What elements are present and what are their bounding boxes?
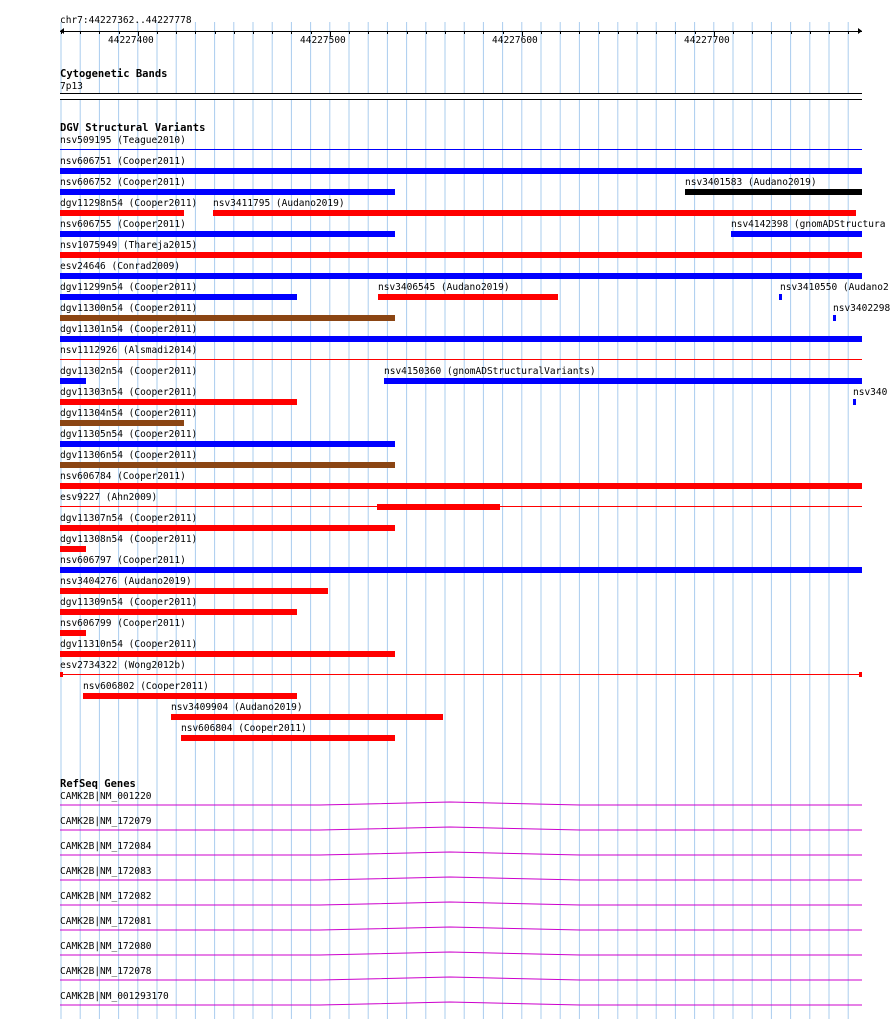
dgv-feature-label[interactable]: dgv11306n54 (Cooper2011) — [60, 450, 198, 461]
refseq-gene-intron-line — [60, 977, 862, 980]
dgv-feature-label[interactable]: nsv509195 (Teague2010) — [60, 135, 186, 146]
dgv-feature-label[interactable]: dgv11310n54 (Cooper2011) — [60, 639, 198, 650]
dgv-feature-label[interactable]: nsv606751 (Cooper2011) — [60, 156, 186, 167]
refseq-gene-intron-line — [60, 1002, 862, 1005]
ruler-tick-label: 44227400 — [108, 35, 154, 46]
ruler-tick-label: 44227500 — [300, 35, 346, 46]
ruler-tick-label: 44227600 — [492, 35, 538, 46]
refseq-gene-label[interactable]: CAMK2B|NM_172079 — [60, 816, 152, 827]
refseq-gene-label[interactable]: CAMK2B|NM_172084 — [60, 841, 152, 852]
refseq-gene-label[interactable]: CAMK2B|NM_172080 — [60, 941, 152, 952]
dgv-feature-label[interactable]: nsv3406545 (Audano2019) — [378, 282, 510, 293]
dgv-feature-label[interactable]: nsv3404276 (Audano2019) — [60, 576, 192, 587]
refseq-gene-label[interactable]: CAMK2B|NM_172078 — [60, 966, 152, 977]
refseq-gene-intron-line — [60, 927, 862, 930]
dgv-feature-label[interactable]: dgv11303n54 (Cooper2011) — [60, 387, 198, 398]
refseq-gene-intron-line — [60, 877, 862, 880]
dgv-feature-label[interactable]: nsv1112926 (Alsmadi2014) — [60, 345, 198, 356]
refseq-gene-intron-line — [60, 902, 862, 905]
dgv-feature-label[interactable]: esv2734322 (Wong2012b) — [60, 660, 186, 671]
dgv-feature-label[interactable]: dgv11301n54 (Cooper2011) — [60, 324, 198, 335]
refseq-gene-label[interactable]: CAMK2B|NM_172083 — [60, 866, 152, 877]
dgv-feature-label[interactable]: nsv606802 (Cooper2011) — [83, 681, 209, 692]
ruler-location: chr7:44227362..44227778 — [60, 15, 192, 26]
refseq-gene-intron-line — [60, 802, 862, 805]
dgv-feature-label[interactable]: nsv3410550 (Audano2 — [780, 282, 889, 293]
dgv-feature-label[interactable]: nsv606755 (Cooper2011) — [60, 219, 186, 230]
dgv-feature-label[interactable]: nsv606752 (Cooper2011) — [60, 177, 186, 188]
dgv-feature-label[interactable]: esv24646 (Conrad2009) — [60, 261, 181, 272]
dgv-feature-label[interactable]: nsv3411795 (Audano2019) — [213, 198, 345, 209]
dgv-feature-label[interactable]: nsv1075949 (Thareja2015) — [60, 240, 198, 251]
dgv-feature-label[interactable]: dgv11302n54 (Cooper2011) — [60, 366, 198, 377]
dgv-feature-label[interactable]: dgv11299n54 (Cooper2011) — [60, 282, 198, 293]
dgv-feature-label[interactable]: nsv606804 (Cooper2011) — [181, 723, 307, 734]
dgv-track-title[interactable]: DGV Structural Variants — [60, 122, 206, 134]
dgv-feature-label[interactable]: dgv11298n54 (Cooper2011) — [60, 198, 198, 209]
dgv-feature-label[interactable]: nsv3401583 (Audano2019) — [685, 177, 817, 188]
cytoband-label: 7p13 — [60, 81, 83, 92]
cytoband-track-title[interactable]: Cytogenetic Bands — [60, 68, 168, 80]
dgv-feature-label[interactable]: nsv606784 (Cooper2011) — [60, 471, 186, 482]
dgv-feature-label[interactable]: nsv606797 (Cooper2011) — [60, 555, 186, 566]
dgv-feature-label[interactable]: nsv3402298 — [833, 303, 890, 314]
dgv-feature-label[interactable]: dgv11300n54 (Cooper2011) — [60, 303, 198, 314]
dgv-feature-label[interactable]: esv9227 (Ahn2009) — [60, 492, 158, 503]
dgv-feature-label[interactable]: nsv3409904 (Audano2019) — [171, 702, 303, 713]
refseq-gene-intron-line — [60, 827, 862, 830]
refseq-gene-intron-line — [60, 852, 862, 855]
dgv-feature-label[interactable]: nsv606799 (Cooper2011) — [60, 618, 186, 629]
dgv-feature-label[interactable]: dgv11305n54 (Cooper2011) — [60, 429, 198, 440]
dgv-feature-label[interactable]: nsv4142398 (gnomADStructura — [731, 219, 886, 230]
refseq-track-title[interactable]: RefSeq Genes — [60, 778, 136, 790]
dgv-feature-label[interactable]: nsv4150360 (gnomADStructuralVariants) — [384, 366, 596, 377]
dgv-feature-label[interactable]: dgv11304n54 (Cooper2011) — [60, 408, 198, 419]
dgv-feature-label[interactable]: nsv340 — [853, 387, 888, 398]
refseq-gene-label[interactable]: CAMK2B|NM_001220 — [60, 791, 152, 802]
refseq-gene-intron-line — [60, 952, 862, 955]
dgv-feature-label[interactable]: dgv11308n54 (Cooper2011) — [60, 534, 198, 545]
ruler-tick-label: 44227700 — [684, 35, 730, 46]
refseq-gene-label[interactable]: CAMK2B|NM_001293170 — [60, 991, 169, 1002]
refseq-gene-label[interactable]: CAMK2B|NM_172081 — [60, 916, 152, 927]
refseq-gene-label[interactable]: CAMK2B|NM_172082 — [60, 891, 152, 902]
dgv-feature-label[interactable]: dgv11309n54 (Cooper2011) — [60, 597, 198, 608]
dgv-feature-label[interactable]: dgv11307n54 (Cooper2011) — [60, 513, 198, 524]
